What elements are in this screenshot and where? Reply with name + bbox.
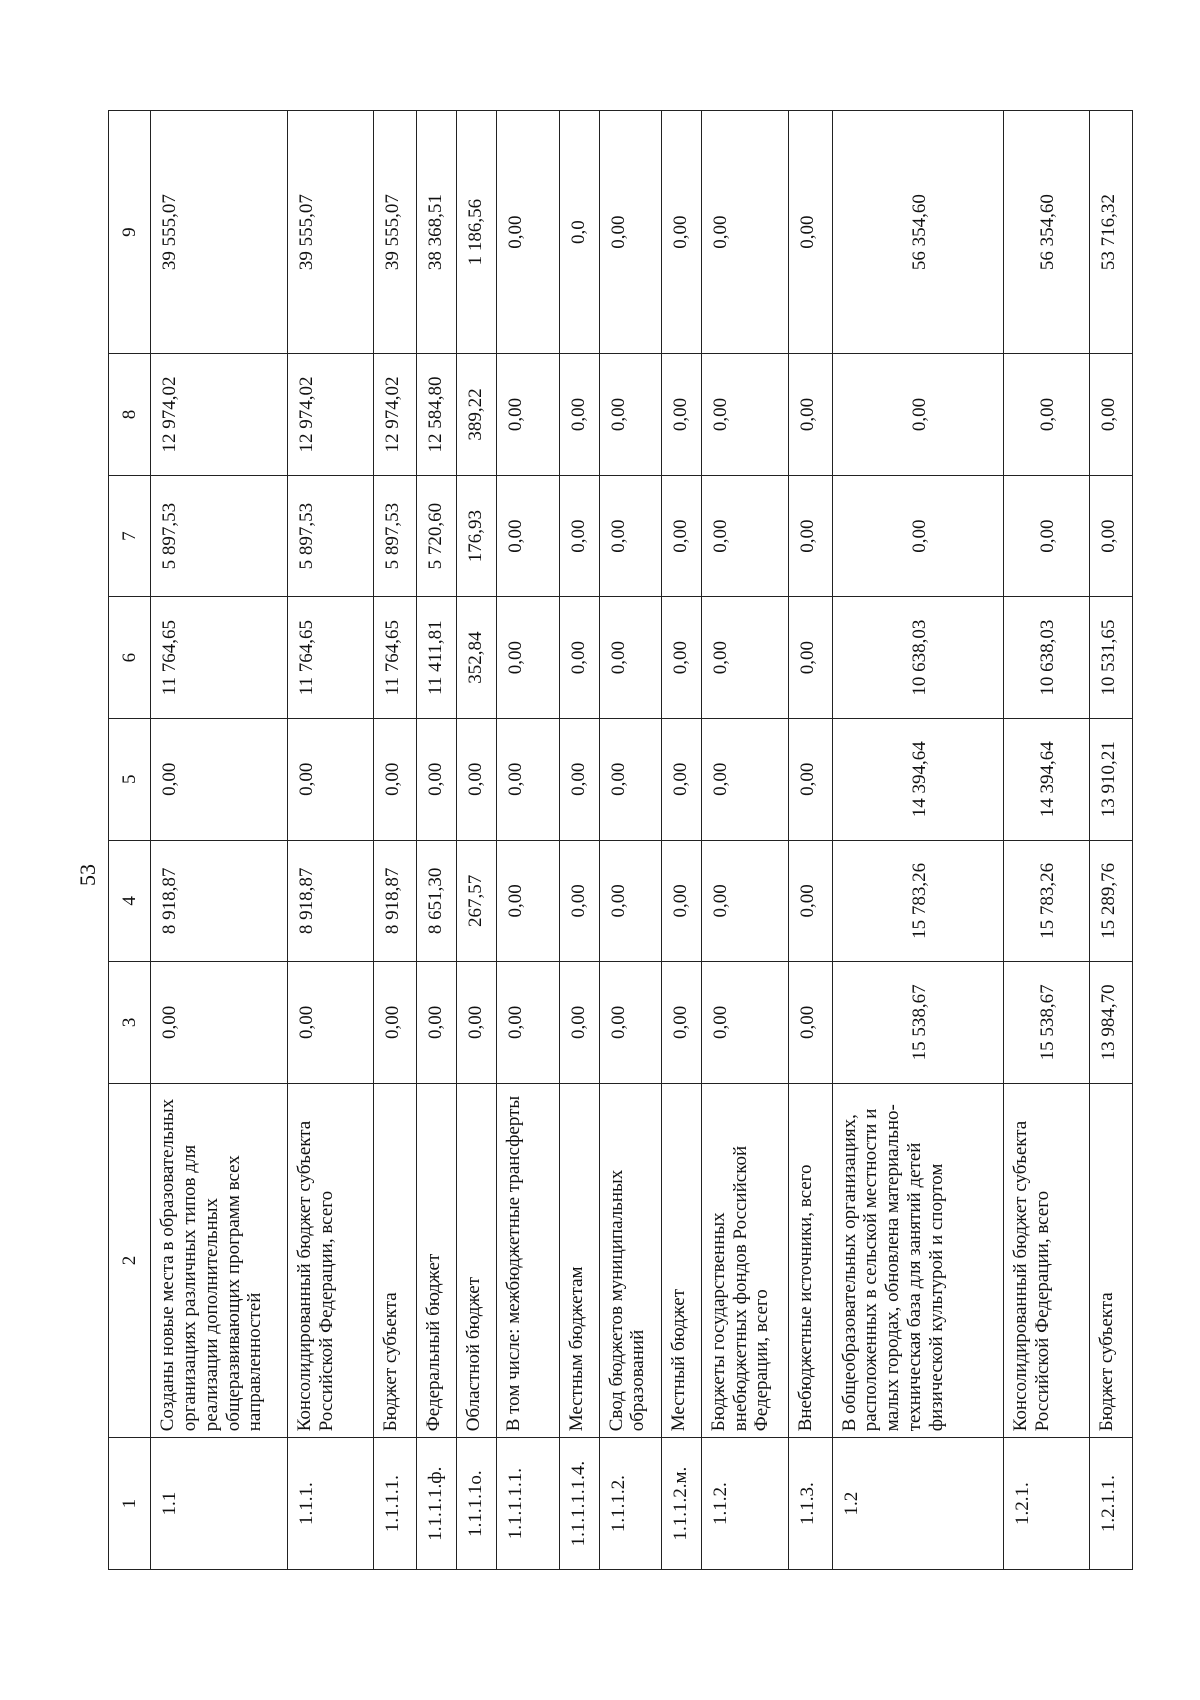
value-cell-col-4: 8 651,30 [417,840,457,962]
value-cell-col-9: 0,00 [599,111,661,354]
page-number: 53 [75,864,100,886]
row-code: 1.2.1.1. [1089,1438,1133,1570]
value-cell-col-5: 0,00 [496,718,559,840]
column-header-8: 8 [109,354,151,476]
value-cell-col-4: 0,00 [559,840,599,962]
value-cell-col-9: 56 354,60 [1003,111,1089,354]
value-cell-col-7: 0,00 [789,475,832,597]
table-row [559,111,599,1570]
value-cell-col-9: 1 186,56 [457,111,497,354]
value-cell-col-3: 15 538,67 [832,962,1003,1084]
table-row [496,111,559,1570]
value-cell-col-6: 11 764,65 [373,597,416,719]
rotated-table-container [108,110,1133,1570]
value-cell-col-9: 56 354,60 [832,111,1003,354]
value-cell-col-6: 10 531,65 [1089,597,1133,719]
value-cell-col-6: 0,00 [496,597,559,719]
value-cell-col-3: 15 538,67 [1003,962,1089,1084]
value-cell-col-5: 14 394,64 [832,718,1003,840]
value-cell-col-8: 12 974,02 [151,354,288,476]
table-row [832,111,1003,1570]
value-cell-col-9: 38 368,51 [417,111,457,354]
value-cell-col-8: 0,00 [661,354,701,476]
value-cell-col-3: 0,00 [559,962,599,1084]
value-cell-col-3: 0,00 [661,962,701,1084]
row-code: 1.1.1. [288,1438,374,1570]
row-code: 1.2 [832,1438,1003,1570]
row-code: 1.1.1.1. [373,1438,416,1570]
row-code: 1.1.1.1.1.4. [559,1438,599,1570]
value-cell-col-8: 0,00 [599,354,661,476]
value-cell-col-6: 352,84 [457,597,497,719]
value-cell-col-5: 0,00 [789,718,832,840]
value-cell-col-5: 13 910,21 [1089,718,1133,840]
value-cell-col-3: 0,00 [373,962,416,1084]
row-code: 1.1 [151,1438,288,1570]
row-code: 1.1.1.2. [599,1438,661,1570]
budget-table [108,110,1133,1570]
table-row [789,111,832,1570]
value-cell-col-5: 0,00 [417,718,457,840]
value-cell-col-7: 176,93 [457,475,497,597]
row-label: Консолидированный бюджет субъекта Российской Федерации, всего [288,1083,374,1438]
value-cell-col-8: 389,22 [457,354,497,476]
value-cell-col-6: 0,00 [701,597,788,719]
value-cell-col-4: 15 783,26 [1003,840,1089,962]
value-cell-col-6: 11 764,65 [151,597,288,719]
table-row [599,111,661,1570]
value-cell-col-8: 0,00 [559,354,599,476]
table-row [151,111,288,1570]
value-cell-col-7: 0,00 [832,475,1003,597]
value-cell-col-7: 0,00 [559,475,599,597]
value-cell-col-6: 11 764,65 [288,597,374,719]
row-label: Бюджеты государственных внебюджетных фондов Российской Федерации, всего [701,1083,788,1438]
value-cell-col-3: 0,00 [151,962,288,1084]
column-header-2: 2 [109,1083,151,1438]
value-cell-col-5: 0,00 [701,718,788,840]
row-label: Областной бюджет [457,1083,497,1438]
value-cell-col-7: 5 897,53 [288,475,374,597]
value-cell-col-5: 0,00 [559,718,599,840]
value-cell-col-9: 39 555,07 [151,111,288,354]
value-cell-col-4: 0,00 [599,840,661,962]
table-row [1089,111,1133,1570]
value-cell-col-7: 0,00 [496,475,559,597]
table-row [457,111,497,1570]
value-cell-col-8: 12 974,02 [373,354,416,476]
row-label: Внебюджетные источники, всего [789,1083,832,1438]
value-cell-col-8: 0,00 [789,354,832,476]
header-row [109,111,151,1570]
value-cell-col-9: 39 555,07 [373,111,416,354]
value-cell-col-6: 10 638,03 [1003,597,1089,719]
row-code: 1.1.2. [701,1438,788,1570]
value-cell-col-7: 5 897,53 [151,475,288,597]
table-row [1003,111,1089,1570]
row-label: Созданы новые места в образовательных организациях различных типов для реализации дополнительных общеразвивающих программ всех направленностей [151,1083,288,1438]
value-cell-col-8: 0,00 [496,354,559,476]
value-cell-col-8: 0,00 [832,354,1003,476]
value-cell-col-9: 0,00 [701,111,788,354]
row-code: 1.1.1.1.ф. [417,1438,457,1570]
row-label: Бюджет субъекта [373,1083,416,1438]
value-cell-col-9: 0,00 [496,111,559,354]
value-cell-col-4: 15 289,76 [1089,840,1133,962]
value-cell-col-4: 0,00 [701,840,788,962]
value-cell-col-3: 0,00 [701,962,788,1084]
value-cell-col-5: 0,00 [288,718,374,840]
table-row [417,111,457,1570]
value-cell-col-6: 0,00 [559,597,599,719]
value-cell-col-9: 0,0 [559,111,599,354]
column-header-3: 3 [109,962,151,1084]
row-label: Бюджет субъекта [1089,1083,1133,1438]
row-code: 1.1.3. [789,1438,832,1570]
value-cell-col-7: 0,00 [1003,475,1089,597]
row-label: Консолидированный бюджет субъекта Российской Федерации, всего [1003,1083,1089,1438]
value-cell-col-6: 11 411,81 [417,597,457,719]
value-cell-col-4: 0,00 [661,840,701,962]
value-cell-col-9: 0,00 [661,111,701,354]
value-cell-col-6: 10 638,03 [832,597,1003,719]
value-cell-col-5: 0,00 [457,718,497,840]
value-cell-col-6: 0,00 [661,597,701,719]
table-row [661,111,701,1570]
value-cell-col-5: 0,00 [661,718,701,840]
value-cell-col-3: 0,00 [457,962,497,1084]
value-cell-col-4: 0,00 [496,840,559,962]
value-cell-col-5: 14 394,64 [1003,718,1089,840]
row-label: Местный бюджет [661,1083,701,1438]
value-cell-col-8: 0,00 [701,354,788,476]
value-cell-col-7: 5 720,60 [417,475,457,597]
value-cell-col-4: 8 918,87 [373,840,416,962]
value-cell-col-8: 12 584,80 [417,354,457,476]
row-code: 1.1.1.1о. [457,1438,497,1570]
value-cell-col-8: 0,00 [1089,354,1133,476]
value-cell-col-5: 0,00 [373,718,416,840]
table-row [288,111,374,1570]
value-cell-col-5: 0,00 [599,718,661,840]
column-header-9: 9 [109,111,151,354]
row-code: 1.1.1.2.м. [661,1438,701,1570]
value-cell-col-4: 8 918,87 [151,840,288,962]
column-header-1: 1 [109,1438,151,1570]
row-code: 1.2.1. [1003,1438,1089,1570]
value-cell-col-6: 0,00 [789,597,832,719]
value-cell-col-8: 12 974,02 [288,354,374,476]
value-cell-col-8: 0,00 [1003,354,1089,476]
table-row [373,111,416,1570]
value-cell-col-3: 13 984,70 [1089,962,1133,1084]
value-cell-col-7: 0,00 [661,475,701,597]
row-label: Местным бюджетам [559,1083,599,1438]
value-cell-col-9: 0,00 [789,111,832,354]
value-cell-col-4: 15 783,26 [832,840,1003,962]
value-cell-col-7: 0,00 [1089,475,1133,597]
column-header-7: 7 [109,475,151,597]
column-header-4: 4 [109,840,151,962]
value-cell-col-6: 0,00 [599,597,661,719]
value-cell-col-7: 0,00 [701,475,788,597]
value-cell-col-9: 53 716,32 [1089,111,1133,354]
value-cell-col-4: 0,00 [789,840,832,962]
value-cell-col-4: 8 918,87 [288,840,374,962]
value-cell-col-3: 0,00 [288,962,374,1084]
table-row [701,111,788,1570]
value-cell-col-3: 0,00 [417,962,457,1084]
row-label: Федеральный бюджет [417,1083,457,1438]
value-cell-col-3: 0,00 [789,962,832,1084]
value-cell-col-3: 0,00 [496,962,559,1084]
value-cell-col-7: 5 897,53 [373,475,416,597]
value-cell-col-3: 0,00 [599,962,661,1084]
table-body [151,111,1133,1570]
column-header-5: 5 [109,718,151,840]
value-cell-col-7: 0,00 [599,475,661,597]
row-code: 1.1.1.1.1. [496,1438,559,1570]
value-cell-col-5: 0,00 [151,718,288,840]
column-header-6: 6 [109,597,151,719]
row-label: В общеобразовательных организациях, расположенных в сельской местности и малых городах, обновлена материально-техническая база для занятий детей физической культурой и спортом [832,1083,1003,1438]
value-cell-col-4: 267,57 [457,840,497,962]
row-label: В том числе: межбюджетные трансферты [496,1083,559,1438]
row-label: Свод бюджетов муниципальных образований [599,1083,661,1438]
value-cell-col-9: 39 555,07 [288,111,374,354]
